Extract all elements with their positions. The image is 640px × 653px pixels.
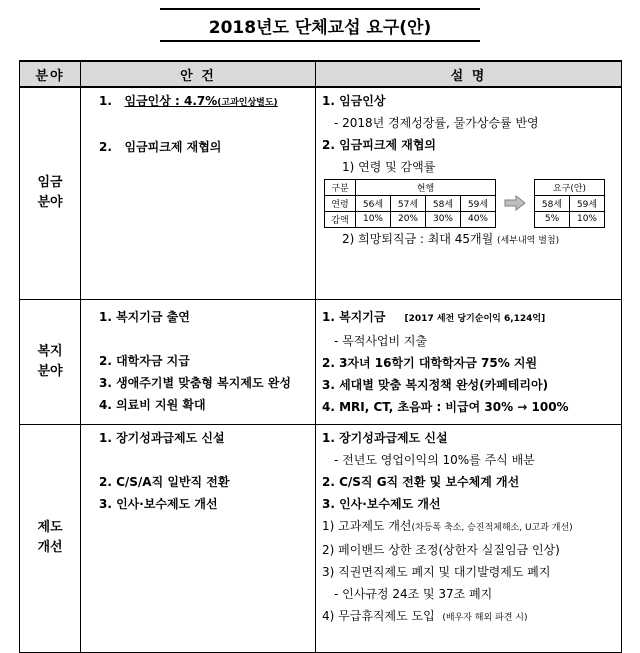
header-row	[20, 61, 622, 87]
cell: 5%	[535, 211, 570, 227]
category-label: 제도	[37, 520, 63, 535]
welfare-description	[316, 299, 622, 424]
cell: 59세	[570, 195, 605, 211]
cell: 구분	[325, 179, 356, 195]
desc-heading: 1. 장기성과급제도 신설	[322, 430, 448, 445]
cell: 40%	[461, 211, 496, 227]
desc-line: - 목적사업비 지출	[334, 333, 428, 348]
category-label: 임금	[37, 175, 63, 191]
desc-heading: 2. C/S직 G직 전환 및 보수체계 개선	[322, 474, 520, 489]
current-peak-table	[324, 179, 496, 228]
desc-line	[316, 228, 621, 252]
agenda-item: 1. 장기성과급제도 신설	[99, 430, 225, 445]
arrow-right-icon	[504, 195, 526, 211]
desc-heading: 3. 인사·보수제도 개선	[322, 496, 441, 511]
desc-text: 4) 무급휴직제도 도입	[322, 608, 435, 623]
desc-line	[316, 306, 621, 330]
cell: 요구(안)	[535, 179, 605, 195]
cell: 58세	[426, 195, 461, 211]
cell: 20%	[391, 211, 426, 227]
agenda-text	[124, 94, 277, 108]
cell: 30%	[426, 211, 461, 227]
cell: 10%	[356, 211, 391, 227]
desc-heading: 3. 세대별 맞춤 복지정책 완성(카페테리아)	[322, 377, 549, 392]
wage-description	[316, 87, 622, 299]
agenda-item: 1. 복지기금 출연	[99, 309, 190, 324]
bargaining-table	[19, 60, 622, 653]
desc-line: - 2018년 경제성장률, 물가상승률 반영	[334, 116, 539, 130]
desc-line: 3) 직권면직제도 폐지 및 대기발령제도 폐지	[322, 564, 551, 579]
header-description: 설 명	[316, 61, 622, 87]
desc-line: 2) 페이밴드 상한 조정(상한자 실질임금 인상)	[322, 542, 560, 557]
welfare-category	[20, 299, 81, 424]
peak-tables	[316, 178, 621, 228]
cell: 연령	[325, 195, 356, 211]
cell: 현행	[356, 179, 496, 195]
desc-note: (차등폭 축소, 승진적체해소, U고과 개선)	[411, 522, 573, 533]
category-label: 개선	[37, 540, 63, 555]
system-category	[20, 424, 81, 652]
agenda-item: 3. 인사·보수제도 개선	[99, 496, 218, 511]
desc-line: - 전년도 영업이익의 10%를 주식 배분	[334, 452, 535, 467]
category-label: 분야	[37, 363, 63, 379]
proposed-peak-table	[534, 179, 605, 228]
desc-heading: 2. 임금피크제 재협의	[322, 138, 437, 152]
desc-note: (세부내역 별첨)	[497, 236, 560, 246]
agenda-text-main: 임금인상 : 4.7%	[124, 94, 218, 108]
header-agenda: 안 건	[81, 61, 316, 87]
desc-line: - 인사규정 24조 및 37조 폐지	[334, 586, 493, 601]
cell: 감액	[325, 211, 356, 227]
system-section	[20, 424, 622, 652]
cell: 59세	[461, 195, 496, 211]
desc-text: 2) 희망퇴직금 : 최대 45개월	[342, 232, 494, 246]
desc-text: 1) 고과제도 개선	[322, 518, 412, 533]
agenda-number: 1.	[99, 94, 112, 108]
category-label: 복지	[37, 343, 63, 359]
wage-category	[20, 87, 81, 299]
desc-note: [2017 세전 당기순이익 6,124억]	[404, 313, 546, 324]
agenda-item: 3. 생애주기별 맞춤형 복지제도 완성	[99, 375, 291, 390]
agenda-item	[81, 136, 315, 158]
agenda-number: 2.	[99, 140, 112, 154]
desc-heading: 1. 복지기금	[322, 309, 386, 324]
wage-agenda	[81, 87, 316, 299]
page-title: 2018년도 단체교섭 요구(안)	[160, 8, 480, 42]
desc-line	[316, 605, 621, 629]
cell: 58세	[535, 195, 570, 211]
cell: 57세	[391, 195, 426, 211]
agenda-item: 4. 의료비 지원 확대	[99, 397, 206, 412]
cell: 10%	[570, 211, 605, 227]
system-description	[316, 424, 622, 652]
desc-line	[316, 515, 621, 539]
desc-heading: 2. 3자녀 16학기 대학학자금 75% 지원	[322, 355, 538, 370]
desc-note: (배우자 해외 파견 시)	[442, 612, 528, 623]
agenda-note: (고과인상별도)	[217, 98, 278, 108]
system-agenda	[81, 424, 316, 652]
agenda-item: 2. 대학자금 지급	[99, 353, 190, 368]
agenda-item	[81, 90, 315, 114]
desc-heading: 1. 임금인상	[322, 94, 386, 108]
welfare-agenda	[81, 299, 316, 424]
agenda-item: 2. C/S/A직 일반직 전환	[99, 474, 230, 489]
agenda-text: 임금피크제 재협의	[124, 140, 222, 154]
wage-section	[20, 87, 622, 299]
welfare-section	[20, 299, 622, 424]
desc-heading: 4. MRI, CT, 초음파 : 비급여 30% → 100%	[322, 399, 569, 414]
header-field: 분야	[20, 61, 81, 87]
cell: 56세	[356, 195, 391, 211]
category-label: 분야	[37, 195, 63, 211]
desc-line: 1) 연령 및 감액률	[342, 160, 436, 174]
